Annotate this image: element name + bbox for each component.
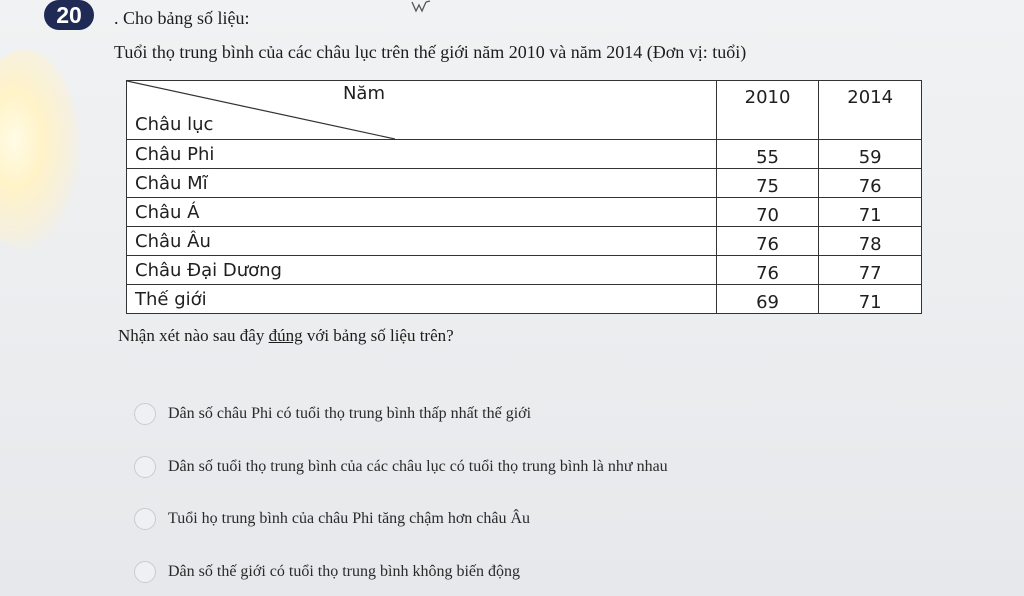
question-intro: . Cho bảng số liệu: bbox=[114, 8, 250, 28]
radio-circle-icon[interactable] bbox=[134, 508, 156, 530]
table-row bbox=[127, 227, 922, 256]
screen-glare bbox=[0, 50, 80, 250]
answer-option-d[interactable] bbox=[134, 560, 520, 584]
corner-label-year: Năm bbox=[342, 83, 385, 104]
table-corner-cell bbox=[127, 81, 717, 140]
answer-option-a[interactable] bbox=[134, 402, 531, 426]
row-label: Châu Mĩ bbox=[127, 169, 717, 198]
value-2010: 76 bbox=[716, 227, 819, 256]
answer-option-c[interactable] bbox=[134, 507, 530, 531]
radio-circle-icon[interactable] bbox=[134, 403, 156, 425]
value-2010: 76 bbox=[716, 256, 819, 285]
question-number-badge bbox=[44, 0, 94, 30]
row-label: Châu Âu bbox=[127, 227, 717, 256]
value-2014: 71 bbox=[819, 198, 922, 227]
table-row bbox=[127, 140, 922, 169]
value-2010: 70 bbox=[716, 198, 819, 227]
answer-option-label: Dân số thế giới có tuổi thọ trung bình không biến động bbox=[168, 563, 520, 580]
prompt-emphasis: đúng bbox=[268, 326, 303, 345]
value-2014: 77 bbox=[819, 256, 922, 285]
value-2014: 76 bbox=[819, 169, 922, 198]
question-prompt bbox=[118, 326, 454, 346]
answer-option-label: Tuổi họ trung bình của châu Phi tăng chậm hơn châu Âu bbox=[168, 510, 531, 527]
row-label: Châu Phi bbox=[127, 140, 717, 169]
answer-option-label: Dân số châu Phi có tuổi thọ trung bình thấp nhất thế giới bbox=[168, 405, 532, 422]
value-2010: 55 bbox=[716, 140, 819, 169]
value-2010: 75 bbox=[716, 169, 819, 198]
table-row bbox=[127, 169, 922, 198]
row-label: Thế giới bbox=[127, 285, 717, 314]
row-label: Châu Á bbox=[127, 198, 717, 227]
table-row bbox=[127, 285, 922, 314]
radio-circle-icon[interactable] bbox=[134, 561, 156, 583]
value-2014: 78 bbox=[819, 227, 922, 256]
life-expectancy-table bbox=[126, 80, 922, 314]
table-row bbox=[127, 198, 922, 227]
answer-option-label: Dân số tuổi thọ trung bình của các châu lục có tuổi thọ trung bình là như nhau bbox=[168, 458, 668, 475]
table-header-row bbox=[127, 81, 922, 140]
table-row bbox=[127, 256, 922, 285]
table-caption: Tuổi thọ trung bình của các châu lục trên thế giới năm 2010 và năm 2014 (Đơn vị: tuổi) bbox=[114, 42, 747, 62]
value-2014: 59 bbox=[819, 140, 922, 169]
corner-label-continent: Châu lục bbox=[135, 114, 214, 135]
pen-cursor-icon bbox=[410, 0, 432, 14]
row-label: Châu Đại Dương bbox=[127, 256, 717, 285]
year-header-2010: 2010 bbox=[716, 81, 819, 140]
answer-option-b[interactable] bbox=[134, 455, 668, 479]
value-2010: 69 bbox=[716, 285, 819, 314]
question-number: 20 bbox=[56, 1, 82, 28]
prompt-text-before: Nhận xét nào sau đây bbox=[118, 326, 269, 345]
radio-circle-icon[interactable] bbox=[134, 456, 156, 478]
prompt-text-after: với bảng số liệu trên? bbox=[302, 326, 454, 345]
value-2014: 71 bbox=[819, 285, 922, 314]
year-header-2014: 2014 bbox=[819, 81, 922, 140]
